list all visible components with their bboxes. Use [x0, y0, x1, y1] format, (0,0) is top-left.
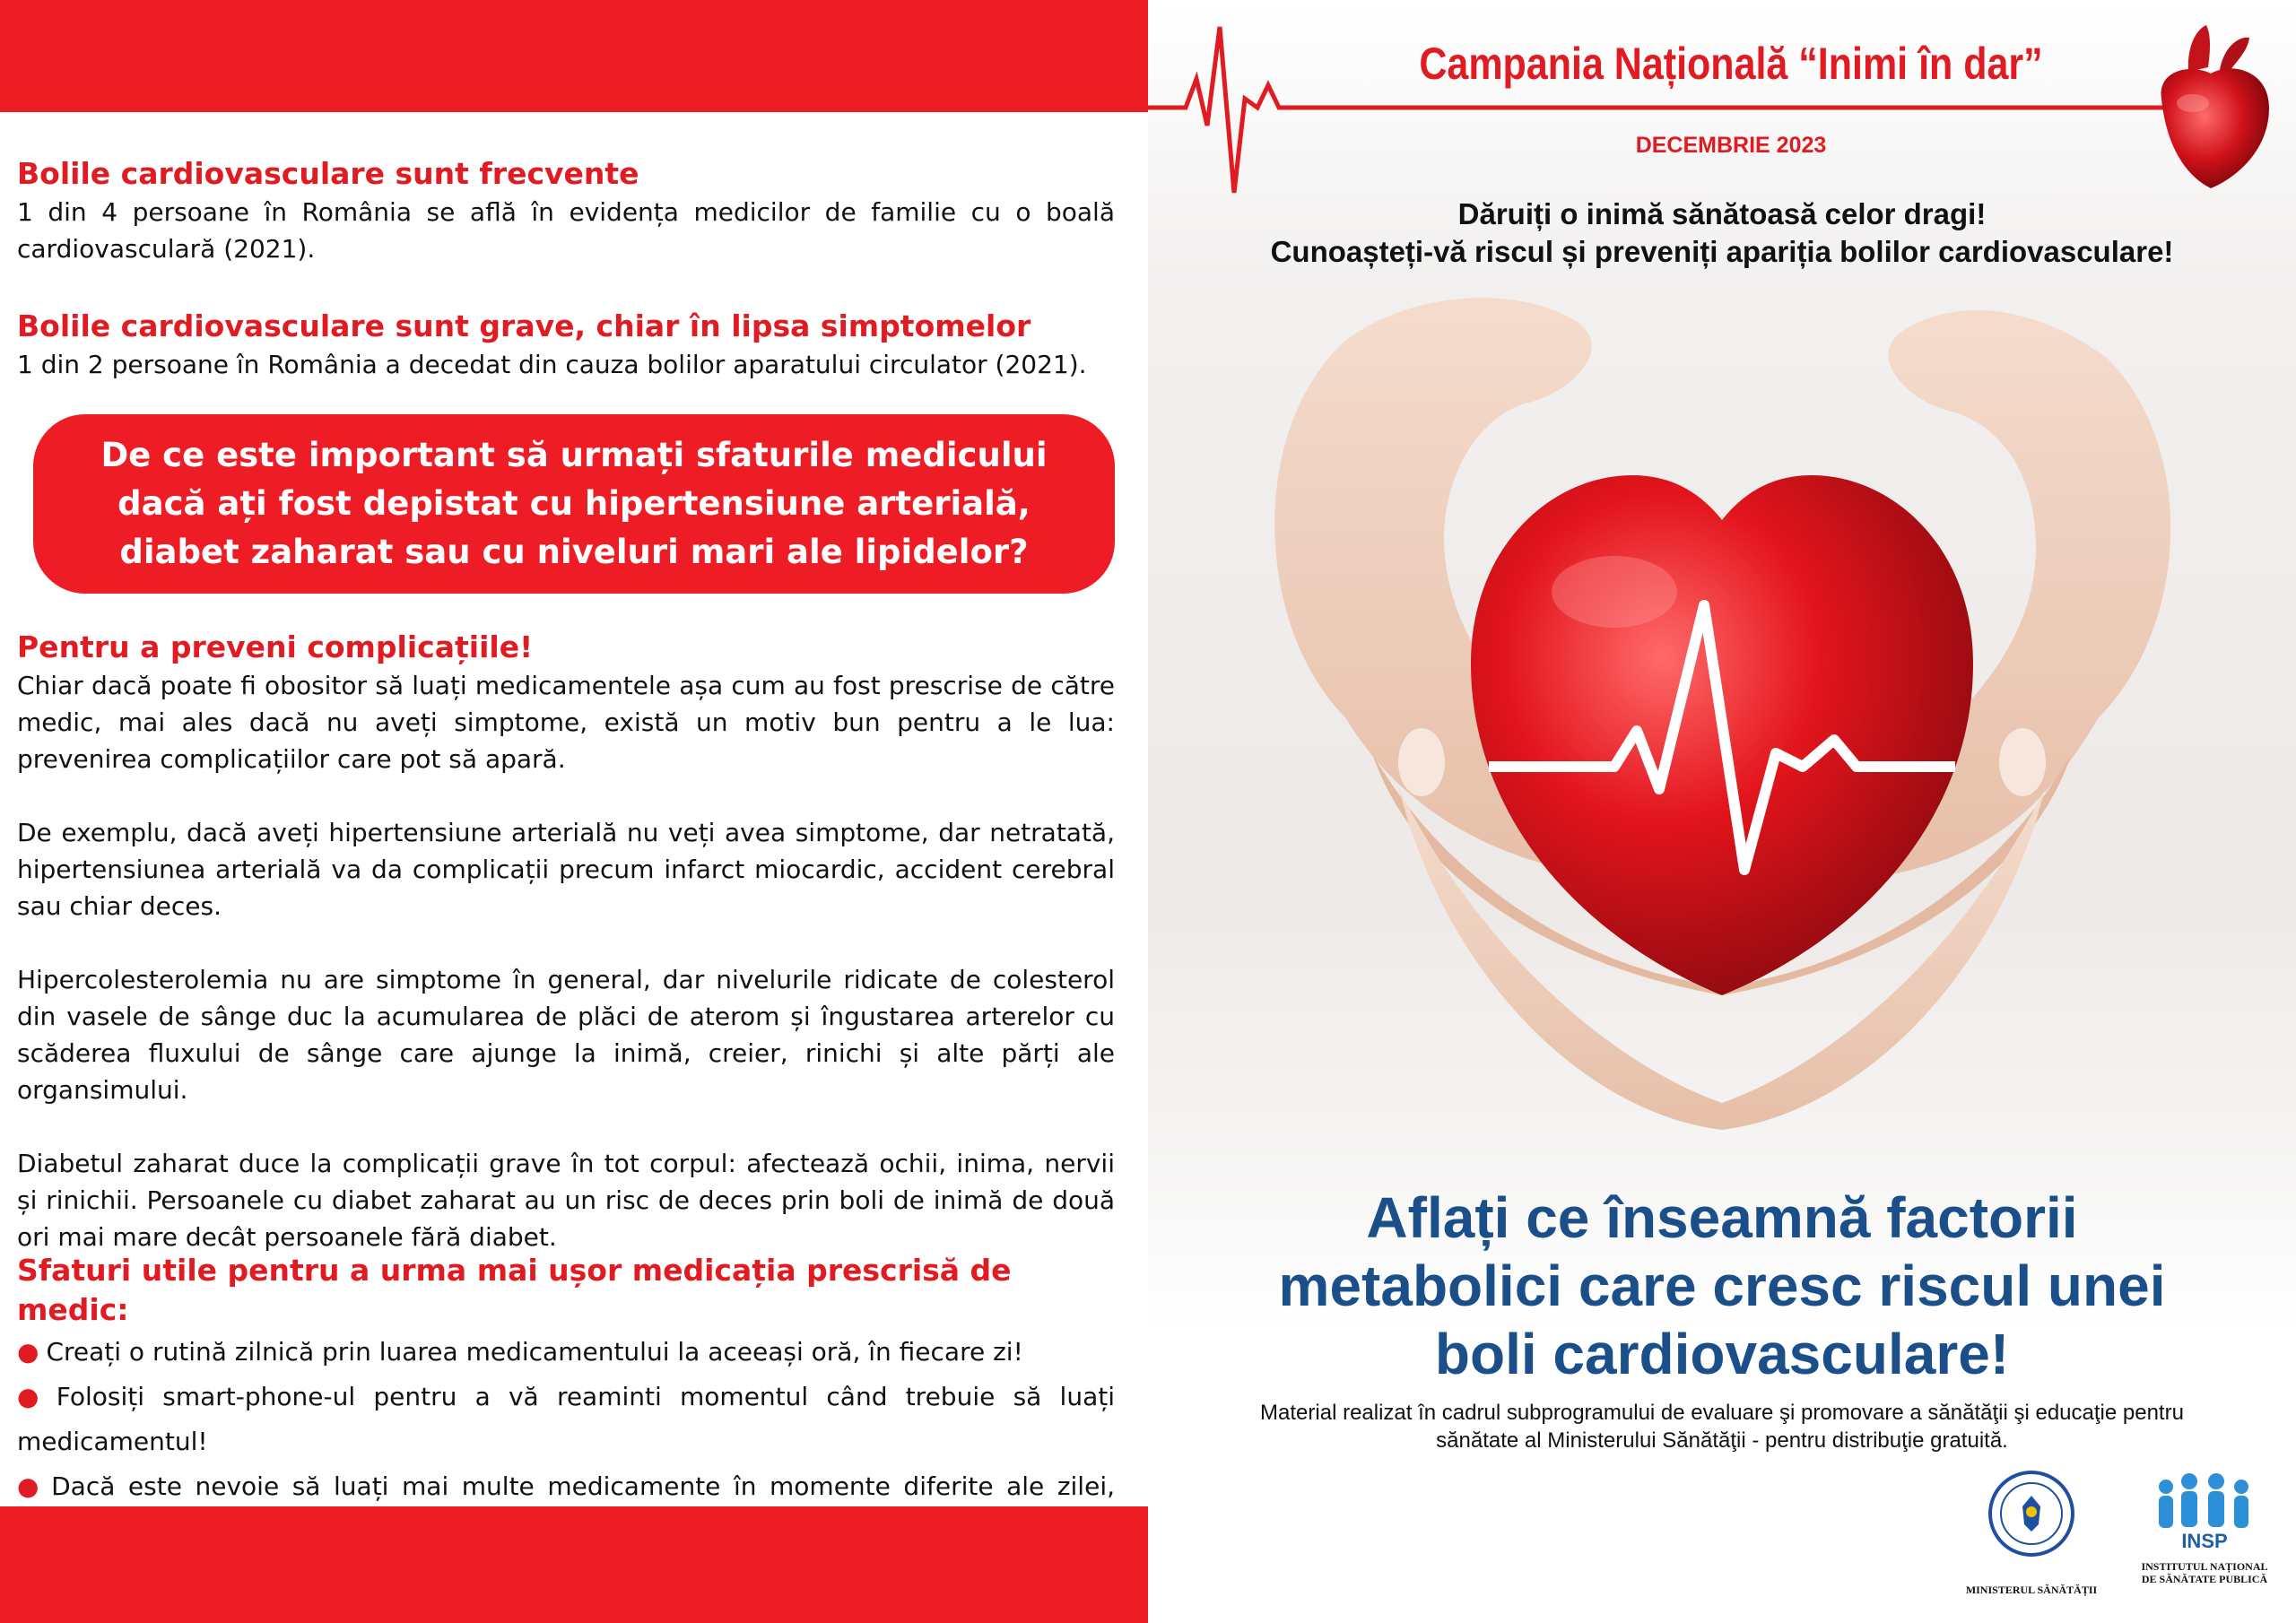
hands-holding-heart-image — [1148, 251, 2296, 1166]
list-item: ● Creați o rutină zilnică prin luarea medicamentului la aceeași oră, în fiecare zi! — [17, 1337, 1023, 1367]
distribution-note — [1148, 1399, 2296, 1454]
insp-caption: DE SĂNĂTATE PUBLICĂ — [2141, 1573, 2268, 1585]
note-line: Material realizat în cadrul subprogramului de evaluare şi promovare a sănătăţii şi educaţie pentru — [1260, 1401, 2184, 1425]
campaign-date: DECEMBRIE 2023 — [1635, 133, 1827, 158]
section-heading: Bolile cardiovasculare sunt frecvente — [17, 156, 639, 191]
callout-line: dacă ați fost depistat cu hipertensiune arterială, — [117, 484, 1031, 523]
subtitle-line: Cunoașteți-vă riscul și preveniți apariția bolilor cardiovasculare! — [1270, 235, 2174, 268]
campaign-title: Campania Națională “Inimi în dar” — [1419, 39, 2043, 89]
romanian-government-seal-icon — [1988, 1471, 2074, 1557]
insp-caption: INSTITUTUL NAȚIONAL — [2141, 1560, 2268, 1573]
ekg-line-icon — [1148, 0, 2296, 206]
insp-logo — [2128, 1471, 2281, 1585]
bullet-icon: ● — [17, 1337, 39, 1367]
callout-line: diabet zaharat sau cu niveluri mari ale lipidelor? — [119, 533, 1029, 571]
section-text: 1 din 4 persoane în România se află în evidența medicilor de familie cu o boală cardiovasculară (2021). — [17, 197, 1115, 264]
note-line: sănătate al Ministerului Sănătăţii - pentru distribuţie gratuită. — [1436, 1428, 2008, 1453]
section-prevent — [17, 628, 1115, 1292]
subtitle-line: Dăruiți o inimă sănătoasă celor dragi! — [1457, 197, 1987, 230]
bullet-icon: ● — [17, 1471, 45, 1501]
paragraph: Hipercolesterolemia nu are simptome în general, dar nivelurile ridicate de colesterol din vasele de sânge duc la acumularea de plăci de aterom și îngustarea arterelor cu scăderea fluxului de sânge care ajunge la inimă, creier, rinichi și alte părți ale organsimului. — [17, 965, 1115, 1105]
section-heading: Pentru a preveni complicațiile! — [17, 629, 534, 664]
paragraph: De exemplu, dacă aveți hipertensiune arterială nu veți avea simptome, dar netratată, hipertensiunea arterială va da complicații precum infarct miocardic, accident cerebral sau chiar deces. — [17, 818, 1115, 921]
ministry-caption: MINISTERUL SĂNĂTĂȚII — [1965, 1584, 2098, 1596]
bottom-red-band — [0, 1506, 1148, 1623]
headline-line: Aflați ce înseamnă factorii — [1366, 1185, 2078, 1250]
section-heading: Bolile cardiovasculare sunt grave, chiar în lipsa simptomelor — [17, 308, 1031, 343]
headline-line: boli cardiovasculare! — [1434, 1322, 2010, 1386]
heart-organ-icon — [2135, 18, 2287, 197]
section-frequent — [17, 154, 1115, 267]
insp-acronym: INSP — [2181, 1530, 2228, 1551]
section-heading: Sfaturi utile pentru a urma mai ușor medicația prescrisă de medic: — [17, 1253, 1012, 1327]
paragraph: Diabetul zaharat duce la complicații grave în tot corpul: afectează ochii, inima, nervii și rinichii. Persoanele cu diabet zaharat au un risc de deces prin boli de inimă de două ori mai mare decât persoanele fără diabet. — [17, 1149, 1115, 1252]
right-panel — [1148, 0, 2296, 1623]
list-item: ● Folosiți smart-phone-ul pentru a vă reaminti momentul când trebuie să luați medicamentul! — [17, 1382, 1115, 1456]
top-red-band — [0, 0, 1148, 112]
list-item: ● Dacă este nevoie să luați mai multe medicamente în momente diferite ale zilei, — [17, 1471, 1115, 1501]
paragraph: Chiar dacă poate fi obositor să luați medicamentele așa cum au fost prescrise de către medic, mai ales dacă nu aveți simptome, există un motiv bun pentru a le lua: prevenirea complicațiilor care pot să apară. — [17, 671, 1115, 774]
callout-line: De ce este important să urmați sfaturile medicului — [100, 436, 1048, 474]
main-headline — [1148, 1184, 2296, 1388]
question-callout — [33, 414, 1115, 594]
bullet-icon: ● — [17, 1382, 49, 1411]
headline-line: metabolici care cresc riscul unei — [1278, 1254, 2166, 1318]
insp-people-icon — [2146, 1471, 2263, 1551]
section-text: 1 din 2 persoane în România a decedat din cauza bolilor aparatului circulator (2021). — [17, 350, 1087, 379]
section-serious — [17, 307, 1115, 383]
ministry-of-health-logo — [1964, 1471, 2099, 1596]
